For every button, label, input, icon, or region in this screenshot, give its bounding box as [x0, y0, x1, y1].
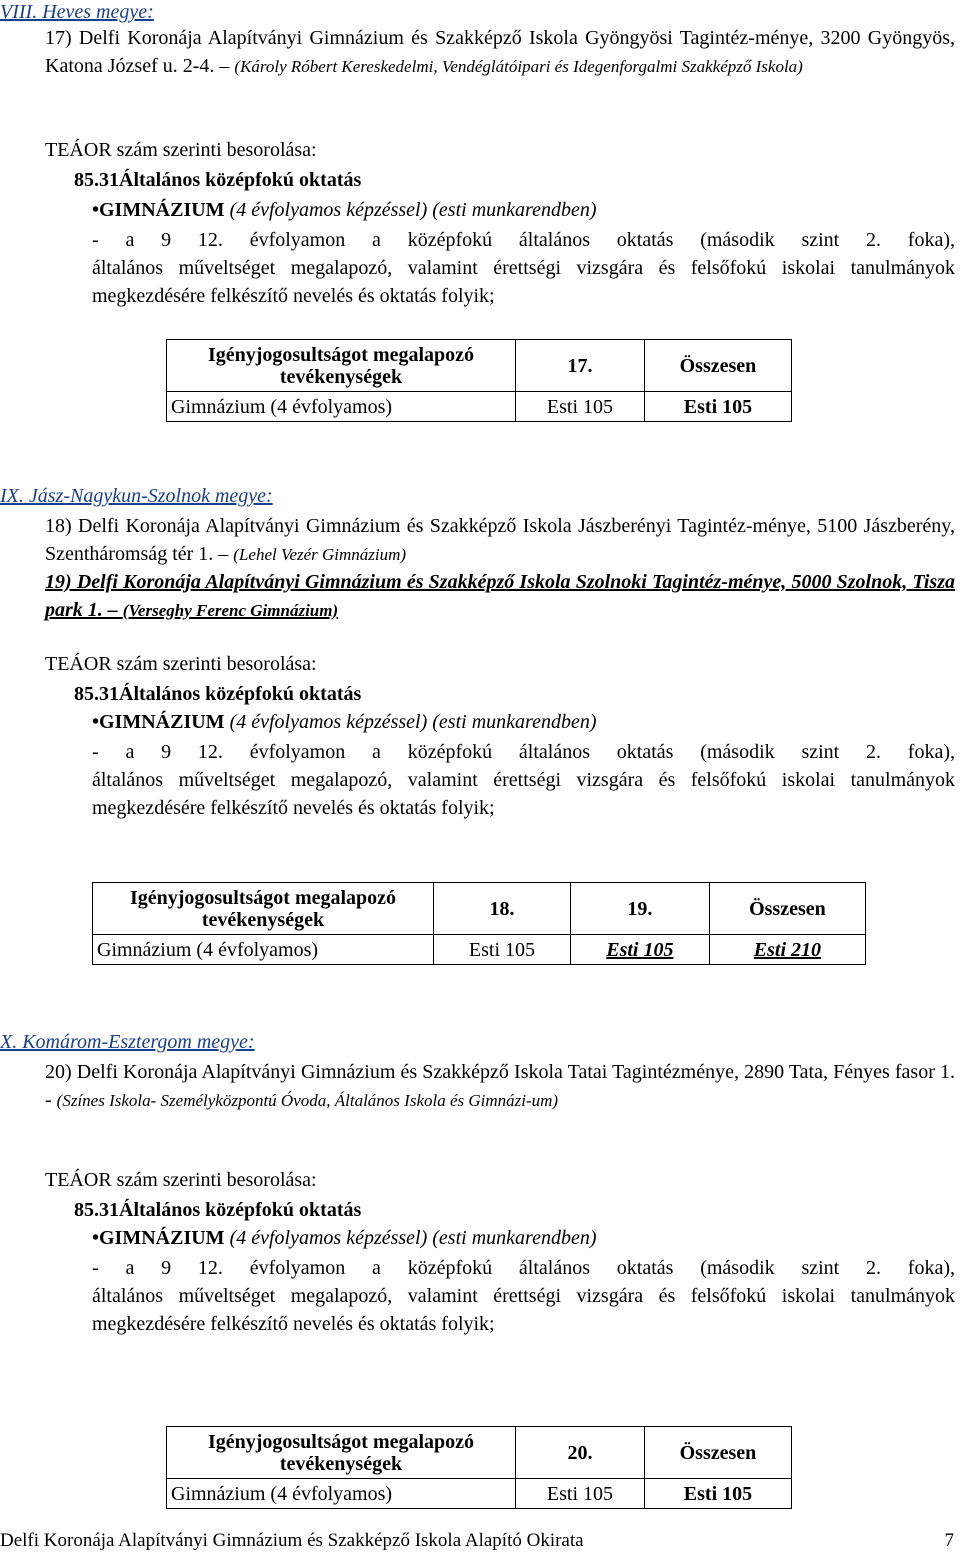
page-footer	[0, 1527, 960, 1555]
school-name: 18) Delfi Koronája Alapítványi Gimnázium és Szakképző Iskola Jászberényi Tagintéz-ménye, 5100 Jászberény, Szentháromság tér 1. –	[45, 515, 955, 565]
table-header-site: 20.	[516, 1427, 645, 1479]
school-entry	[45, 24, 955, 81]
description-text: általános műveltséget megalapozó, valamint érettségi vizsgára és felsőfokú iskolai tanulmányok megkezdésére felkészítő nevelés és oktatás folyik;	[92, 769, 955, 819]
school-former-name: (Lehel Vezér Gimnázium)	[233, 545, 407, 564]
table-cell-total: Esti 105	[644, 1479, 791, 1509]
table-cell-total: Esti 210	[709, 935, 865, 965]
teaor-code: 85.31Általános középfokú oktatás	[74, 1199, 362, 1221]
entitlement-table	[92, 882, 866, 965]
school-entry	[45, 512, 955, 569]
table-header-site: 19.	[570, 883, 709, 935]
description-first-line: - a 9 12. évfolyamon a középfokú általános oktatás (második szint 2. foka),	[92, 741, 955, 763]
table-header-total: Összesen	[644, 340, 791, 392]
school-name: 19) Delfi Koronája Alapítványi Gimnázium és Szakképző Iskola Szolnoki Tagintéz-ménye, 5000 Szolnok, Tisza park 1. –	[45, 571, 955, 621]
county-heading: VIII. Heves megye:	[0, 1, 154, 23]
table-cell-total: Esti 105	[644, 392, 791, 422]
gimnazium-detail: (4 évfolyamos képzéssel) (esti munkarendben)	[229, 199, 597, 221]
entitlement-table	[166, 1426, 792, 1509]
county-heading: X. Komárom-Esztergom megye:	[0, 1031, 255, 1053]
table-header-site: 17.	[516, 340, 645, 392]
table-header-total: Összesen	[644, 1427, 791, 1479]
description-first-line: - a 9 12. évfolyamon a középfokú általános oktatás (második szint 2. foka),	[92, 1257, 955, 1279]
school-former-name: (Verseghy Ferenc Gimnázium)	[122, 601, 339, 620]
gimnazium-line	[92, 1224, 596, 1252]
gimnazium-label: •GIMNÁZIUM	[92, 199, 225, 221]
description-first-line: - a 9 12. évfolyamon a középfokú általános oktatás (második szint 2. foka),	[92, 229, 955, 251]
county-heading: IX. Jász-Nagykun-Szolnok megye:	[0, 485, 273, 507]
entitlement-table	[166, 339, 792, 422]
school-name: 20) Delfi Koronája Alapítványi Gimnázium és Szakképző Iskola Tatai Tagintézménye, 2890 Tata, Fényes fasor 1. -	[45, 1061, 955, 1111]
table-cell-value: Esti 105	[570, 935, 709, 965]
gimnazium-label: •GIMNÁZIUM	[92, 711, 225, 733]
gimnazium-line	[92, 708, 596, 736]
description-text: általános műveltséget megalapozó, valamint érettségi vizsgára és felsőfokú iskolai tanulmányok megkezdésére felkészítő nevelés és oktatás folyik;	[92, 1285, 955, 1335]
table-row-label: Gimnázium (4 évfolyamos)	[167, 1479, 516, 1509]
table-header-activity: Igényjogosultságot megalapozó tevékenységek	[167, 1427, 516, 1479]
table-header-total: Összesen	[709, 883, 865, 935]
gimnazium-line	[92, 196, 596, 224]
page-number: 7	[944, 1530, 954, 1551]
teaor-label: TEÁOR szám szerinti besorolása:	[45, 139, 317, 161]
gimnazium-detail: (4 évfolyamos képzéssel) (esti munkarendben)	[229, 1227, 597, 1249]
teaor-label: TEÁOR szám szerinti besorolása:	[45, 1169, 317, 1191]
table-header-activity: Igényjogosultságot megalapozó tevékenységek	[167, 340, 516, 392]
school-entry	[45, 1058, 955, 1115]
gimnazium-detail: (4 évfolyamos képzéssel) (esti munkarendben)	[229, 711, 597, 733]
table-cell-value: Esti 105	[516, 1479, 645, 1509]
gimnazium-label: •GIMNÁZIUM	[92, 1227, 225, 1249]
table-header-activity: Igényjogosultságot megalapozó tevékenységek	[93, 883, 434, 935]
table-row-label: Gimnázium (4 évfolyamos)	[167, 392, 516, 422]
footer-title: Delfi Koronája Alapítványi Gimnázium és Szakképző Iskola Alapító Okirata	[0, 1530, 584, 1551]
teaor-code: 85.31Általános középfokú oktatás	[74, 169, 362, 191]
school-former-name: (Színes Iskola- Személyközpontú Óvoda, Általános Iskola és Gimnázi-um)	[56, 1091, 559, 1110]
teaor-label: TEÁOR szám szerinti besorolása:	[45, 653, 317, 675]
school-name: 17) Delfi Koronája Alapítványi Gimnázium és Szakképző Iskola Gyöngyösi Tagintéz-ménye, 3200 Gyöngyös, Katona József u. 2-4. –	[45, 27, 955, 77]
table-cell-value: Esti 105	[434, 935, 571, 965]
table-cell-value: Esti 105	[516, 392, 645, 422]
teaor-code: 85.31Általános középfokú oktatás	[74, 683, 362, 705]
school-former-name: (Károly Róbert Kereskedelmi, Vendéglátóipari és Idegenforgalmi Szakképző Iskola)	[234, 57, 803, 76]
table-header-site: 18.	[434, 883, 571, 935]
table-row-label: Gimnázium (4 évfolyamos)	[93, 935, 434, 965]
description-text: általános műveltséget megalapozó, valamint érettségi vizsgára és felsőfokú iskolai tanulmányok megkezdésére felkészítő nevelés és oktatás folyik;	[92, 257, 955, 307]
school-entry	[45, 568, 955, 625]
